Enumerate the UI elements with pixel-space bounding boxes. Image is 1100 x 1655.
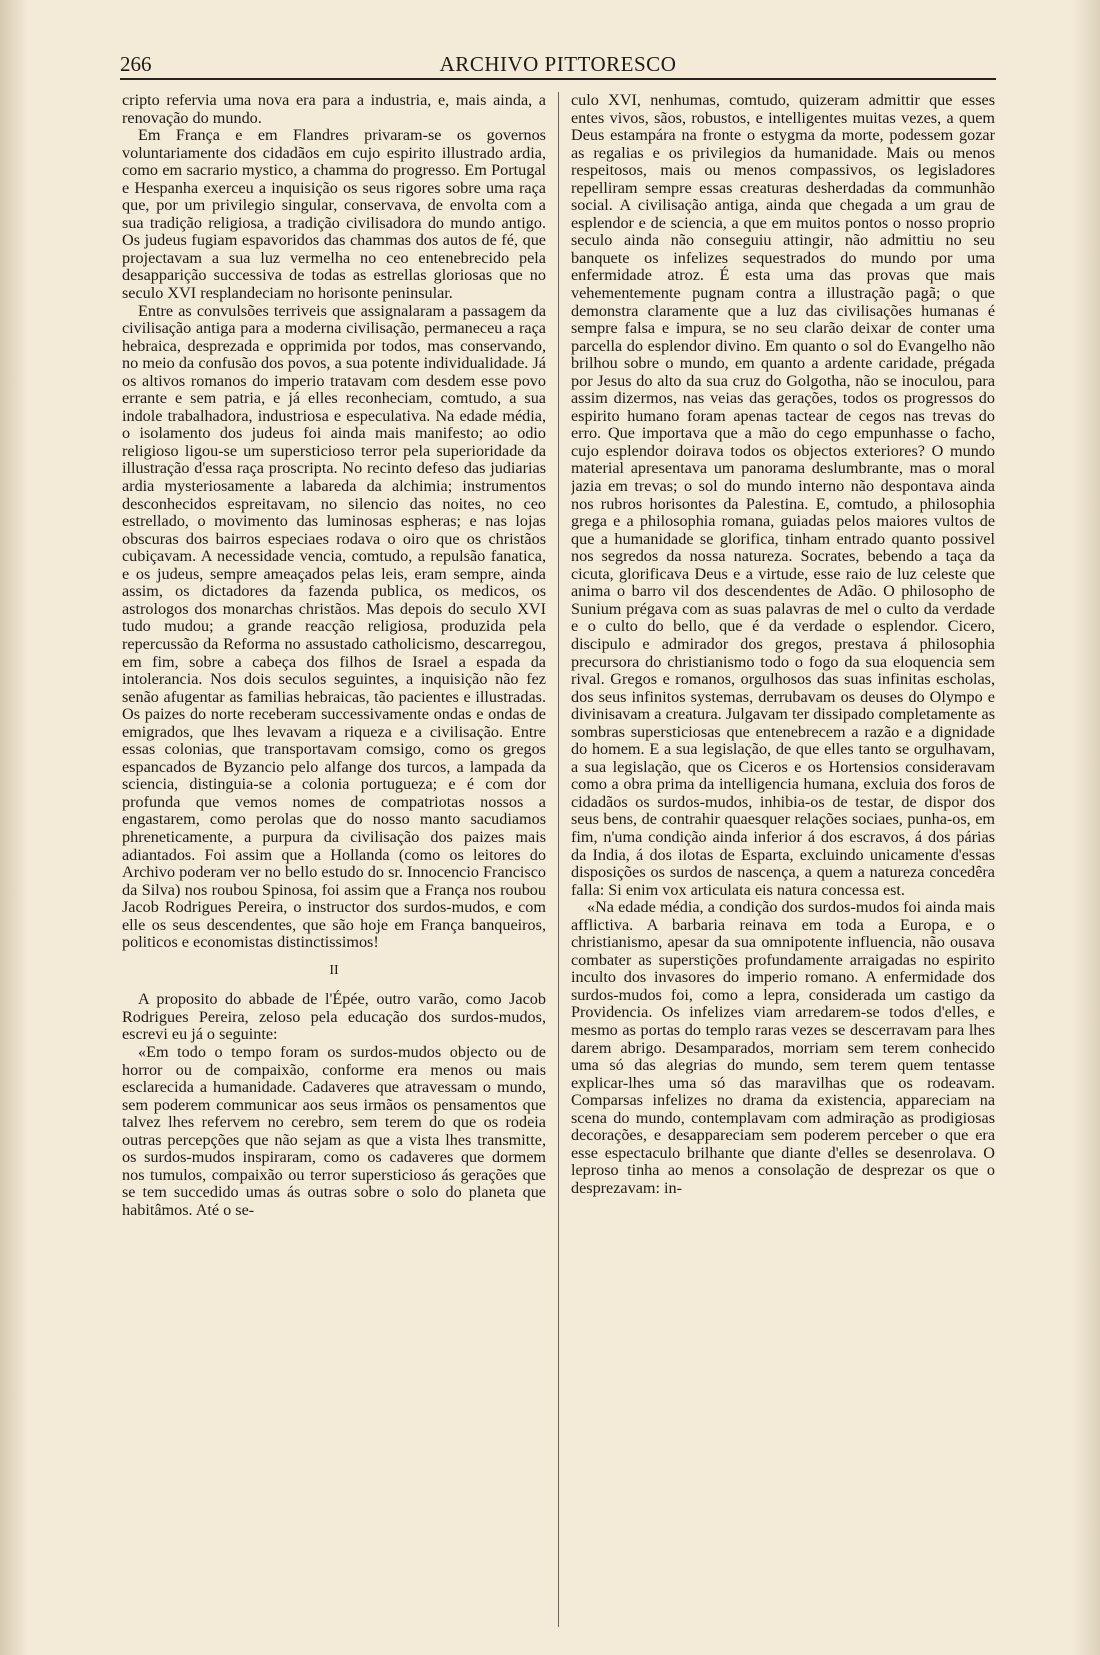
right-paragraph-2: «Na edade média, a condição dos surdos-mudos foi ainda mais afflictiva. A barbaria reinava em toda a Europa, e o christianismo, apesar da sua omnipotente influencia, não ousava combater as superstições profundamente arraigadas no espirito inculto dos invasores do imperio romano. A enfermidade dos surdos-mudos foi, como a lepra, considerada um castigo da Providencia. Os infelizes viam arredarem-se todos d'elles, e mesmo as portas do templo raras vezes se descerravam para lhes darem abrigo. Desamparados, morriam sem terem conhecido uma só das alegrias do mundo, sem terem quem tentasse explicar-lhes uma só das maravilhas que os rodeavam. Comparsas infelizes no drama da existencia, appareciam na scena do mundo, contemplavam com admiração as prodigiosas decorações, e desappareciam sem poderem perceber o que era esse espectaculo brilhante que diante d'elles se desenrolava. O leproso tinha ao menos a consolação de desprezar os que o desprezavam: in- — [571, 898, 995, 1197]
left-paragraph-1: cripto refervia uma nova era para a industria, e, mais ainda, a renovação do mundo. — [122, 92, 546, 127]
page-number: 266 — [120, 52, 152, 76]
left-paragraph-3: Entre as convulsões terriveis que assignalaram a passagem da civilisação antiga para a moderna civilisação, permaneceu a raça hebraica, desprezada e opprimida por todos, mas conservando, no meio da confusão dos povos, a sua potente individualidade. Já os altivos romanos do imperio tratavam com desdem esse povo errante e sem patria, e já elles reconheciam, comtudo, a sua indole trabalhadora, industriosa e especulativa. Na edade média, o isolamento dos judeus foi ainda mais manifesto; ao odio religioso ligou-se um supersticioso terror pela superioridade da illustração d'essa raça proscripta. No recinto defeso das judiarias ardia mysteriosamente a labareda da alchimia; instrumentos desconhecidos espreitavam, no silencio das noites, no ceo estrellado, o movimento das luminosas espheras; e nas lojas obscuras dos bairros especiaes rodava o oiro que os christãos cubiçavam. A necessidade vencia, comtudo, a repulsão fanatica, e os judeus, sempre ameaçados pelas leis, eram sempre, ainda assim, os dictadores da fazenda publica, os medicos, os astrologos dos monarchas christãos. Mas depois do seculo XVI tudo mudou; a grande reacção religiosa, produzida pela repercussão da Reforma no assustado catholicismo, descarregou, em fim, sobre a cabeça dos filhos de Israel a espada da intolerancia. Nos dois seculos seguintes, a inquisição não fez senão afugentar as familias hebraicas, tão pacientes e illustradas. Os paizes do norte receberam successivamente ondas e ondas de emigrados, que lhes levavam a riqueza e a civilisação. Entre essas colonias, que transportavam comsigo, como os gregos espancados de Byzancio pelo alfange dos turcos, a lampada da sciencia, distinguia-se a colonia portugueza; e é com dor profunda que vemos nomes de compatriotas nossos a engastarem, como perolas que do nosso manto sacudiamos phreneticamente, a purpura da civilisação dos paizes mais adiantados. Foi assim que a Hollanda (como os leitores do Archivo poderam ver no bello estudo do sr. Innocencio Francisco da Silva) nos roubou Spinosa, foi assim que a França nos roubou Jacob Rodrigues Pereira, o instructor dos surdos-mudos, e com elle os seus descendentes, que são hoje em França banqueiros, politicos e economistas distinctissimos! — [122, 301, 546, 952]
left-column — [122, 92, 546, 1627]
left-paragraph-5: «Em todo o tempo foram os surdos-mudos objecto ou de horror ou de compaixão, conforme era menos ou mais esclarecida a humanidade. Cadaveres que atravessam o mundo, sem poderem communicar aos seus irmãos os pensamentos que talvez lhes refervem no cerebro, sem terem do que os rodeia outras percepções que não sejam as que a vista lhes transmitte, os surdos-mudos inspiraram, como os cadaveres que dormem nos tumulos, compaixão ou terror supersticioso ás gerações que se tem succedido umas ás outras sobre o solo do planeta que habitâmos. Até o se- — [122, 1042, 546, 1219]
right-page-edge-shadow — [1072, 0, 1100, 1655]
left-paragraph-4: A proposito do abbade de l'Épée, outro varão, como Jacob Rodrigues Pereira, zeloso pela educação dos surdos-mudos, escrevi eu já o seguinte: — [122, 990, 546, 1044]
right-paragraph-1: culo XVI, nenhumas, comtudo, quizeram admittir que esses entes vivos, sãos, robustos, e intelligentes muitas vezes, a quem Deus estampára na fronte o estygma da morte, podessem gozar as regalias e os privilegios da humanidade. Mais ou menos respeitosos, mais ou menos compassivos, os legisladores repelliram sempre essas creaturas desherdadas da communhão social. A civilisação antiga, ainda que chegada a um grau de esplendor e de sciencia, a que em muitos pontos o nosso proprio seculo ainda não conseguiu attingir, não admittiu no seu banquete os infelizes sequestrados do mundo por uma enfermidade atroz. É esta uma das provas que mais vehementemente pugnam contra a illustração pagã; o que demonstra claramente que a luz das civilisações humanas é sempre falsa e impura, se no seu clarão deixar de conter uma parcella do esplendor divino. Em quanto o sol do Evangelho não brilhou sobre o mundo, em quanto a ardente caridade, prégada por Jesus do alto da sua cruz do Golgotha, não se inoculou, para assim dizermos, nas veias das gerações, todos os progressos do espirito humano foram apenas tactear de cegos nas trevas do erro. Que importava que a mão do cego empunhasse o facho, cujo esplendor doirava todos os objectos exteriores? O mundo material apresentava um panorama deslumbrante, mas o moral jazia em trevas; o sol do mundo interno não despontava ainda nos rubros horisontes da Palestina. E, comtudo, a philosophia grega e a philosophia romana, guiadas pelos maiores vultos de que a humanidade se glorifica, tinham entrado quanto possivel nos segredos da nossa natureza. Socrates, bebendo a taça da cicuta, glorificava Deus e a virtude, esse raio de luz celeste que anima o barro vil dos descendentes de Adão. O philosopho de Sunium prégava com as suas palavras de mel o culto da verdade e o culto do bello, que é da verdade o esplendor. Cicero, discipulo e admirador dos gregos, prestava á philosophia precursora do christianismo todo o fogo da sua eloquencia sem rival. Gregos e romanos, orgulhosos das suas infinitas escholas, dos seus infinitos systemas, derrubavam os deuses do Olympo e divinisavam a creatura. Julgavam ter dissipado completamente as sombras supersticiosas que entenebrecem a razão e a dignidade do homem. E a sua legislação, de que elles tanto se orgulhavam, a sua legislação, que os Ciceros e os Hortensios consideravam como a obra prima da intelligencia humana, excluia dos foros de cidadãos os surdos-mudos, inhibia-os de testar, de dispor dos seus bens, de contrahir quaesquer relações sociaes, punha-os, em fim, n'uma condição ainda inferior á dos escravos, á dos párias da India, á dos ilotas de Esparta, excluindo unicamente d'essas disposições os surdos de nascença, a quem a natureza concedêra falla: Si enim vox articulata eis natura concessa est. — [571, 92, 995, 899]
journal-title: ARCHIVO PITTORESCO — [439, 52, 677, 76]
column-divider — [558, 92, 559, 1627]
section-number: II — [329, 962, 339, 978]
right-column — [571, 92, 995, 1627]
page-header — [120, 48, 996, 82]
left-page-edge-shadow — [0, 0, 28, 1655]
header-rule — [120, 78, 996, 80]
left-paragraph-2: Em França e em Flandres privaram-se os governos voluntariamente dos cidadãos em cujo espirito illustrado ardia, como em sacrario mystico, a chamma do progresso. Em Portugal e Hespanha exerceu a inquisição os seus rigores sobre uma raça que, por um privilegio singular, conservava, de envolta com a sua tradição religiosa, a tradição civilisadora do mundo antigo. Os judeus fugiam espavoridos das chammas dos autos de fé, que projectavam a sua luz vermelha no ceo entenebrecido pela desapparição successiva de todas as estrellas gloriosas que no seculo XVI resplandeciam no horisonte peninsular. — [122, 126, 546, 303]
